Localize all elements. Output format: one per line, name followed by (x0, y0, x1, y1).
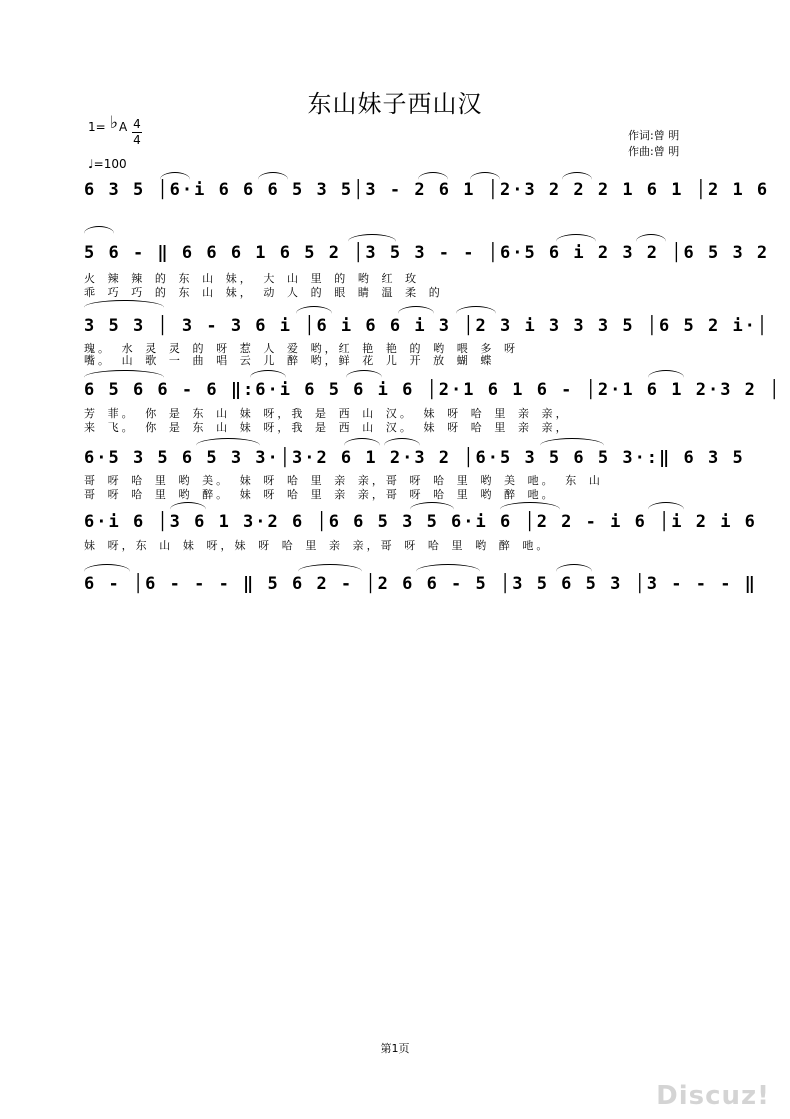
time-bottom: 4 (133, 133, 141, 147)
lyric-line-1: 瑰。 水 灵 灵 的 呀 惹 人 爱 哟，红 艳 艳 的 哟 喂 多 呀 (84, 342, 518, 355)
flat-icon: ♭ (110, 113, 119, 133)
slur-mark (418, 172, 448, 187)
notation-line: 6 - │6 - - - ‖ 5 6 2 - │2 6 6 - 5 │3 5 6 5 3 │3 - - - ‖ (84, 574, 757, 594)
notation-line: 6·5 3 5 6 5 3 3·│3·2 6 1 2·3 2 │6·5 3 5 6 5 3·:‖ 6 3 5 (84, 448, 745, 468)
lyricist-credit: 作词:曾 明 (628, 129, 680, 142)
slur-mark (456, 306, 496, 321)
slur-mark (500, 502, 560, 517)
slur-mark (346, 370, 382, 385)
slur-mark (84, 300, 164, 315)
composer-credit: 作曲:曾 明 (628, 145, 680, 158)
slur-mark (556, 564, 592, 579)
slur-mark (170, 502, 206, 517)
slur-mark (410, 502, 454, 517)
notation-line: 5 6 - ‖ 6 6 6 1 6 5 2 │3 5 3 - - │6·5 6 i 2 3 2 │6 5 3 2 (84, 243, 770, 263)
score-row-3 (84, 316, 770, 336)
lyric-line-2: 哥 呀 哈 里 哟 醉。 妹 呀 哈 里 亲 亲，哥 呀 哈 里 哟 醉 吔。 (84, 488, 556, 501)
notation-line: 6·i 6 │3 6 1 3·2 6 │6 6 5 3 5 6·i 6 │2 2 - i 6 │i 2 i 6 (84, 512, 757, 532)
time-top: 4 (133, 117, 141, 131)
slur-mark (556, 234, 596, 249)
slur-mark (648, 502, 684, 517)
slur-mark (384, 438, 420, 453)
slur-mark (348, 234, 396, 249)
slur-mark (258, 172, 288, 187)
key-prefix: 1= (88, 120, 106, 134)
lyric-line-1: 哥 呀 哈 里 哟 美。 妹 呀 哈 里 亲 亲，哥 呀 哈 里 哟 美 吔。 东 山 (84, 474, 603, 487)
lyric-line-1: 芳 菲。 你 是 东 山 妹 呀，我 是 西 山 汉。 妹 呀 哈 里 亲 亲， (84, 407, 570, 420)
lyric-line-1: 火 辣 辣 的 东 山 妹， 大 山 里 的 哟 红 玫 (84, 272, 420, 285)
notation-line: 3 5 3 │ 3 - 3 6 i │6 i 6 6 i 3 │2 3 i 3 3 3 5 │6 5 2 i·│ (84, 316, 770, 336)
key-note: A (119, 120, 128, 134)
slur-mark (648, 370, 684, 385)
score-row-4 (84, 380, 782, 400)
slur-mark (540, 438, 604, 453)
slur-mark (160, 172, 190, 187)
watermark-logo: Discuz! (656, 1081, 770, 1111)
tempo-marking: ♩=100 (88, 157, 127, 171)
time-signature (132, 117, 142, 148)
lyric-line-2: 乖 巧 巧 的 东 山 妹， 动 人 的 眼 睛 温 柔 的 (84, 286, 443, 299)
slur-mark (636, 234, 666, 249)
slur-mark (562, 172, 592, 187)
page-number: 第1页 (380, 1042, 410, 1055)
song-title: 东山妹子西山汉 (307, 90, 483, 118)
credits (628, 128, 679, 160)
slur-mark (84, 564, 130, 579)
slur-mark (196, 438, 260, 453)
lyric-line-1: 妹 呀，东 山 妹 呀，妹 呀 哈 里 亲 亲，哥 呀 哈 里 哟 醉 吔。 (84, 539, 551, 552)
slur-mark (296, 306, 332, 321)
lyric-line-2: 来 飞。 你 是 东 山 妹 呀，我 是 西 山 汉。 妹 呀 哈 里 亲 亲， (84, 421, 570, 434)
slur-mark (470, 172, 500, 187)
score-row-7 (84, 574, 757, 594)
slur-mark (250, 370, 286, 385)
slur-mark (84, 226, 114, 241)
slur-mark (84, 370, 164, 385)
notation-line: 6 3 5 │6·i 6 6 6 5 3 5│3 - 2 6 1 │2·3 2 2 2 1 6 1 │2 1 6 (84, 180, 770, 200)
slur-mark (398, 306, 434, 321)
slur-mark (344, 438, 380, 453)
slur-mark (416, 564, 480, 579)
lyric-line-2: 嘴。 山 歌 一 曲 唱 云 儿 醉 哟，鲜 花 儿 开 放 蝴 蝶 (84, 354, 495, 367)
key-signature (88, 113, 141, 147)
slur-mark (298, 564, 362, 579)
notation-line: 6 5 6 6 - 6 ‖:6·i 6 5 6 i 6 │2·1 6 1 6 - │2·1 6 1 2·3 2 │ (84, 380, 782, 400)
